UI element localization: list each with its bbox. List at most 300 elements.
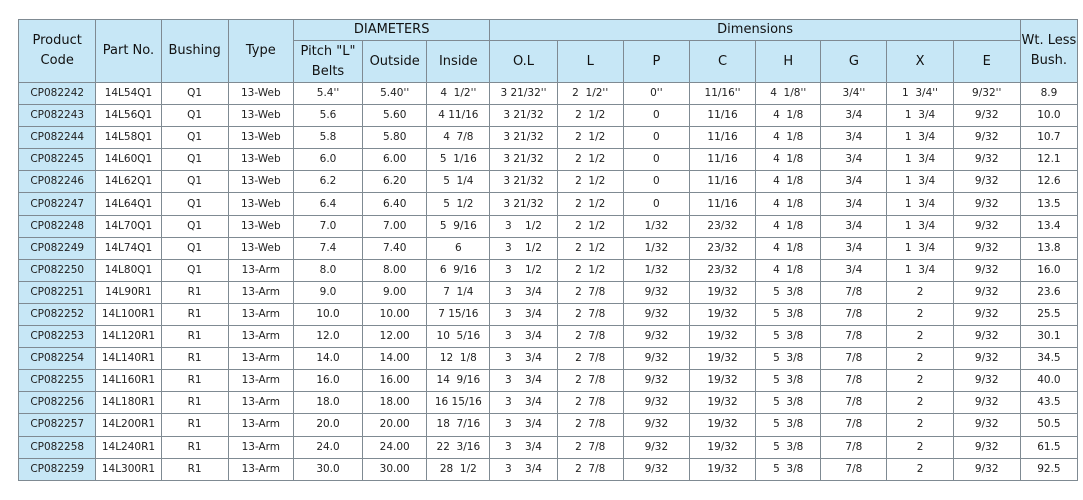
cell-product-code: CP082255 bbox=[19, 370, 96, 392]
cell-type: 13-Web bbox=[228, 237, 293, 259]
cell-c: 19/32 bbox=[689, 303, 755, 325]
header-g: G bbox=[821, 41, 887, 83]
cell-h: 5 3/8 bbox=[756, 303, 821, 325]
cell-product-code: CP082253 bbox=[19, 326, 96, 348]
cell-e: 9/32 bbox=[953, 281, 1020, 303]
cell-weight: 92.5 bbox=[1020, 458, 1077, 480]
cell-g: 7/8 bbox=[821, 414, 887, 436]
cell-outside: 5.40'' bbox=[363, 83, 427, 105]
cell-g: 7/8 bbox=[821, 348, 887, 370]
cell-product-code: CP082242 bbox=[19, 83, 96, 105]
cell-ol: 3 21/32'' bbox=[490, 83, 557, 105]
cell-c: 19/32 bbox=[689, 281, 755, 303]
cell-ol: 3 1/2 bbox=[490, 215, 557, 237]
cell-bushing: R1 bbox=[161, 348, 228, 370]
cell-e: 9/32 bbox=[953, 348, 1020, 370]
cell-weight: 8.9 bbox=[1020, 83, 1077, 105]
cell-l: 2 7/8 bbox=[557, 392, 623, 414]
cell-x: 2 bbox=[887, 348, 953, 370]
cell-ol: 3 21/32 bbox=[490, 105, 557, 127]
cell-bushing: R1 bbox=[161, 303, 228, 325]
cell-weight: 12.1 bbox=[1020, 149, 1077, 171]
cell-ol: 3 1/2 bbox=[490, 237, 557, 259]
cell-e: 9/32 bbox=[953, 436, 1020, 458]
cell-bushing: R1 bbox=[161, 281, 228, 303]
cell-pitch: 6.2 bbox=[293, 171, 362, 193]
cell-inside: 5 1/4 bbox=[427, 171, 490, 193]
cell-g: 7/8 bbox=[821, 303, 887, 325]
cell-c: 11/16 bbox=[689, 149, 755, 171]
cell-part-no: 14L200R1 bbox=[96, 414, 161, 436]
cell-pitch: 18.0 bbox=[293, 392, 362, 414]
cell-bushing: R1 bbox=[161, 436, 228, 458]
cell-e: 9/32 bbox=[953, 259, 1020, 281]
cell-x: 2 bbox=[887, 392, 953, 414]
cell-inside: 4 7/8 bbox=[427, 127, 490, 149]
cell-c: 19/32 bbox=[689, 348, 755, 370]
cell-product-code: CP082252 bbox=[19, 303, 96, 325]
cell-inside: 6 bbox=[427, 237, 490, 259]
cell-bushing: R1 bbox=[161, 392, 228, 414]
cell-type: 13-Arm bbox=[228, 326, 293, 348]
cell-pitch: 5.8 bbox=[293, 127, 362, 149]
cell-weight: 13.4 bbox=[1020, 215, 1077, 237]
header-diameters: DIAMETERS bbox=[293, 20, 490, 41]
cell-e: 9/32 bbox=[953, 215, 1020, 237]
cell-type: 13-Web bbox=[228, 193, 293, 215]
cell-inside: 22 3/16 bbox=[427, 436, 490, 458]
cell-p: 9/32 bbox=[623, 326, 689, 348]
cell-part-no: 14L70Q1 bbox=[96, 215, 161, 237]
cell-p: 9/32 bbox=[623, 436, 689, 458]
cell-g: 7/8 bbox=[821, 326, 887, 348]
cell-e: 9/32 bbox=[953, 370, 1020, 392]
cell-p: 1/32 bbox=[623, 237, 689, 259]
cell-g: 3/4 bbox=[821, 105, 887, 127]
cell-c: 19/32 bbox=[689, 414, 755, 436]
cell-c: 23/32 bbox=[689, 259, 755, 281]
table-row bbox=[19, 193, 1078, 215]
cell-e: 9/32 bbox=[953, 193, 1020, 215]
cell-g: 7/8 bbox=[821, 436, 887, 458]
cell-x: 2 bbox=[887, 326, 953, 348]
cell-h: 4 1/8 bbox=[756, 127, 821, 149]
cell-weight: 16.0 bbox=[1020, 259, 1077, 281]
cell-h: 5 3/8 bbox=[756, 370, 821, 392]
cell-ol: 3 1/2 bbox=[490, 259, 557, 281]
cell-c: 19/32 bbox=[689, 392, 755, 414]
header-pitch: Pitch "L" Belts bbox=[293, 41, 362, 83]
cell-inside: 5 9/16 bbox=[427, 215, 490, 237]
cell-c: 11/16 bbox=[689, 193, 755, 215]
cell-weight: 61.5 bbox=[1020, 436, 1077, 458]
cell-product-code: CP082245 bbox=[19, 149, 96, 171]
table-row bbox=[19, 303, 1078, 325]
cell-outside: 5.80 bbox=[363, 127, 427, 149]
cell-p: 1/32 bbox=[623, 259, 689, 281]
cell-l: 2 7/8 bbox=[557, 281, 623, 303]
header-ol: O.L bbox=[490, 41, 557, 83]
cell-type: 13-Web bbox=[228, 171, 293, 193]
cell-g: 3/4 bbox=[821, 237, 887, 259]
header-e: E bbox=[953, 41, 1020, 83]
cell-inside: 5 1/2 bbox=[427, 193, 490, 215]
header-dimensions: Dimensions bbox=[490, 20, 1020, 41]
cell-type: 13-Arm bbox=[228, 414, 293, 436]
cell-outside: 16.00 bbox=[363, 370, 427, 392]
cell-product-code: CP082258 bbox=[19, 436, 96, 458]
cell-x: 1 3/4'' bbox=[887, 83, 953, 105]
cell-e: 9/32 bbox=[953, 149, 1020, 171]
cell-type: 13-Arm bbox=[228, 458, 293, 480]
cell-outside: 14.00 bbox=[363, 348, 427, 370]
cell-p: 0 bbox=[623, 193, 689, 215]
cell-inside: 14 9/16 bbox=[427, 370, 490, 392]
table-row bbox=[19, 171, 1078, 193]
cell-bushing: Q1 bbox=[161, 237, 228, 259]
header-product-code: Product Code bbox=[19, 20, 96, 83]
cell-pitch: 7.4 bbox=[293, 237, 362, 259]
cell-product-code: CP082244 bbox=[19, 127, 96, 149]
cell-outside: 7.40 bbox=[363, 237, 427, 259]
cell-bushing: R1 bbox=[161, 326, 228, 348]
cell-l: 2 7/8 bbox=[557, 326, 623, 348]
cell-p: 9/32 bbox=[623, 303, 689, 325]
cell-weight: 10.0 bbox=[1020, 105, 1077, 127]
cell-l: 2 7/8 bbox=[557, 303, 623, 325]
cell-inside: 12 1/8 bbox=[427, 348, 490, 370]
cell-inside: 16 15/16 bbox=[427, 392, 490, 414]
cell-x: 2 bbox=[887, 436, 953, 458]
cell-outside: 6.00 bbox=[363, 149, 427, 171]
cell-h: 4 1/8 bbox=[756, 259, 821, 281]
cell-g: 7/8 bbox=[821, 281, 887, 303]
cell-h: 5 3/8 bbox=[756, 414, 821, 436]
cell-h: 4 1/8'' bbox=[756, 83, 821, 105]
cell-ol: 3 3/4 bbox=[490, 436, 557, 458]
cell-x: 1 3/4 bbox=[887, 259, 953, 281]
cell-e: 9/32 bbox=[953, 171, 1020, 193]
cell-h: 5 3/8 bbox=[756, 348, 821, 370]
cell-weight: 40.0 bbox=[1020, 370, 1077, 392]
cell-h: 4 1/8 bbox=[756, 171, 821, 193]
table-row bbox=[19, 414, 1078, 436]
cell-part-no: 14L64Q1 bbox=[96, 193, 161, 215]
cell-p: 9/32 bbox=[623, 281, 689, 303]
cell-e: 9/32'' bbox=[953, 83, 1020, 105]
cell-outside: 5.60 bbox=[363, 105, 427, 127]
cell-bushing: Q1 bbox=[161, 193, 228, 215]
cell-product-code: CP082247 bbox=[19, 193, 96, 215]
cell-g: 3/4 bbox=[821, 193, 887, 215]
cell-x: 2 bbox=[887, 370, 953, 392]
header-weight: Wt. Less Bush. bbox=[1020, 20, 1077, 83]
cell-g: 3/4 bbox=[821, 171, 887, 193]
cell-e: 9/32 bbox=[953, 326, 1020, 348]
cell-p: 9/32 bbox=[623, 348, 689, 370]
cell-ol: 3 3/4 bbox=[490, 348, 557, 370]
header-bushing: Bushing bbox=[161, 20, 228, 83]
cell-x: 1 3/4 bbox=[887, 171, 953, 193]
cell-h: 5 3/8 bbox=[756, 392, 821, 414]
cell-h: 4 1/8 bbox=[756, 149, 821, 171]
cell-part-no: 14L180R1 bbox=[96, 392, 161, 414]
cell-outside: 10.00 bbox=[363, 303, 427, 325]
cell-pitch: 6.0 bbox=[293, 149, 362, 171]
cell-h: 5 3/8 bbox=[756, 436, 821, 458]
cell-x: 1 3/4 bbox=[887, 237, 953, 259]
table-row bbox=[19, 436, 1078, 458]
cell-weight: 30.1 bbox=[1020, 326, 1077, 348]
cell-outside: 24.00 bbox=[363, 436, 427, 458]
cell-weight: 13.8 bbox=[1020, 237, 1077, 259]
cell-x: 2 bbox=[887, 281, 953, 303]
cell-type: 13-Arm bbox=[228, 348, 293, 370]
cell-e: 9/32 bbox=[953, 392, 1020, 414]
cell-c: 11/16 bbox=[689, 105, 755, 127]
cell-x: 2 bbox=[887, 458, 953, 480]
cell-inside: 28 1/2 bbox=[427, 458, 490, 480]
cell-x: 1 3/4 bbox=[887, 105, 953, 127]
cell-e: 9/32 bbox=[953, 458, 1020, 480]
cell-part-no: 14L58Q1 bbox=[96, 127, 161, 149]
cell-outside: 7.00 bbox=[363, 215, 427, 237]
cell-g: 7/8 bbox=[821, 458, 887, 480]
cell-e: 9/32 bbox=[953, 105, 1020, 127]
cell-p: 9/32 bbox=[623, 392, 689, 414]
cell-l: 2 7/8 bbox=[557, 458, 623, 480]
header-l: L bbox=[557, 41, 623, 83]
cell-product-code: CP082256 bbox=[19, 392, 96, 414]
cell-e: 9/32 bbox=[953, 303, 1020, 325]
cell-ol: 3 21/32 bbox=[490, 127, 557, 149]
cell-ol: 3 3/4 bbox=[490, 392, 557, 414]
cell-bushing: Q1 bbox=[161, 105, 228, 127]
cell-bushing: Q1 bbox=[161, 259, 228, 281]
cell-bushing: Q1 bbox=[161, 171, 228, 193]
cell-c: 11/16 bbox=[689, 127, 755, 149]
cell-outside: 20.00 bbox=[363, 414, 427, 436]
table-row bbox=[19, 281, 1078, 303]
table-row bbox=[19, 127, 1078, 149]
cell-l: 2 1/2 bbox=[557, 127, 623, 149]
table-row bbox=[19, 215, 1078, 237]
cell-product-code: CP082243 bbox=[19, 105, 96, 127]
cell-c: 23/32 bbox=[689, 215, 755, 237]
cell-part-no: 14L74Q1 bbox=[96, 237, 161, 259]
cell-g: 7/8 bbox=[821, 370, 887, 392]
cell-inside: 4 11/16 bbox=[427, 105, 490, 127]
cell-weight: 50.5 bbox=[1020, 414, 1077, 436]
cell-inside: 7 15/16 bbox=[427, 303, 490, 325]
cell-p: 1/32 bbox=[623, 215, 689, 237]
cell-ol: 3 3/4 bbox=[490, 281, 557, 303]
cell-h: 4 1/8 bbox=[756, 215, 821, 237]
table-row bbox=[19, 348, 1078, 370]
cell-l: 2 1/2 bbox=[557, 149, 623, 171]
cell-p: 0'' bbox=[623, 83, 689, 105]
cell-bushing: Q1 bbox=[161, 127, 228, 149]
cell-c: 19/32 bbox=[689, 458, 755, 480]
header-x: X bbox=[887, 41, 953, 83]
cell-pitch: 7.0 bbox=[293, 215, 362, 237]
cell-pitch: 14.0 bbox=[293, 348, 362, 370]
cell-e: 9/32 bbox=[953, 127, 1020, 149]
cell-h: 5 3/8 bbox=[756, 458, 821, 480]
cell-part-no: 14L240R1 bbox=[96, 436, 161, 458]
cell-x: 1 3/4 bbox=[887, 193, 953, 215]
pulley-spec-table bbox=[18, 19, 1078, 481]
cell-g: 3/4 bbox=[821, 149, 887, 171]
cell-p: 0 bbox=[623, 105, 689, 127]
cell-part-no: 14L56Q1 bbox=[96, 105, 161, 127]
cell-part-no: 14L80Q1 bbox=[96, 259, 161, 281]
cell-p: 9/32 bbox=[623, 370, 689, 392]
cell-h: 5 3/8 bbox=[756, 281, 821, 303]
cell-l: 2 7/8 bbox=[557, 370, 623, 392]
cell-ol: 3 3/4 bbox=[490, 458, 557, 480]
cell-h: 4 1/8 bbox=[756, 193, 821, 215]
cell-x: 1 3/4 bbox=[887, 215, 953, 237]
cell-p: 0 bbox=[623, 149, 689, 171]
cell-c: 19/32 bbox=[689, 436, 755, 458]
cell-weight: 43.5 bbox=[1020, 392, 1077, 414]
table-row bbox=[19, 105, 1078, 127]
cell-outside: 30.00 bbox=[363, 458, 427, 480]
cell-pitch: 8.0 bbox=[293, 259, 362, 281]
cell-outside: 6.20 bbox=[363, 171, 427, 193]
cell-ol: 3 3/4 bbox=[490, 303, 557, 325]
cell-h: 5 3/8 bbox=[756, 326, 821, 348]
cell-product-code: CP082249 bbox=[19, 237, 96, 259]
cell-weight: 23.6 bbox=[1020, 281, 1077, 303]
cell-inside: 5 1/16 bbox=[427, 149, 490, 171]
cell-ol: 3 3/4 bbox=[490, 414, 557, 436]
cell-c: 19/32 bbox=[689, 326, 755, 348]
cell-pitch: 5.4'' bbox=[293, 83, 362, 105]
cell-pitch: 20.0 bbox=[293, 414, 362, 436]
cell-l: 2 7/8 bbox=[557, 348, 623, 370]
cell-part-no: 14L140R1 bbox=[96, 348, 161, 370]
table-row bbox=[19, 237, 1078, 259]
cell-product-code: CP082259 bbox=[19, 458, 96, 480]
table-row bbox=[19, 392, 1078, 414]
cell-inside: 18 7/16 bbox=[427, 414, 490, 436]
cell-outside: 8.00 bbox=[363, 259, 427, 281]
cell-e: 9/32 bbox=[953, 414, 1020, 436]
table-row bbox=[19, 326, 1078, 348]
cell-e: 9/32 bbox=[953, 237, 1020, 259]
cell-h: 4 1/8 bbox=[756, 105, 821, 127]
cell-product-code: CP082246 bbox=[19, 171, 96, 193]
cell-part-no: 14L100R1 bbox=[96, 303, 161, 325]
cell-l: 2 1/2 bbox=[557, 215, 623, 237]
cell-h: 4 1/8 bbox=[756, 237, 821, 259]
cell-x: 1 3/4 bbox=[887, 149, 953, 171]
cell-type: 13-Arm bbox=[228, 303, 293, 325]
cell-type: 13-Web bbox=[228, 215, 293, 237]
cell-l: 2 1/2 bbox=[557, 237, 623, 259]
table-row bbox=[19, 149, 1078, 171]
cell-bushing: Q1 bbox=[161, 215, 228, 237]
cell-part-no: 14L300R1 bbox=[96, 458, 161, 480]
cell-weight: 25.5 bbox=[1020, 303, 1077, 325]
cell-l: 2 1/2'' bbox=[557, 83, 623, 105]
cell-product-code: CP082250 bbox=[19, 259, 96, 281]
cell-ol: 3 21/32 bbox=[490, 171, 557, 193]
cell-c: 11/16'' bbox=[689, 83, 755, 105]
cell-type: 13-Web bbox=[228, 105, 293, 127]
cell-part-no: 14L160R1 bbox=[96, 370, 161, 392]
table-row bbox=[19, 370, 1078, 392]
cell-weight: 12.6 bbox=[1020, 171, 1077, 193]
cell-type: 13-Arm bbox=[228, 370, 293, 392]
cell-product-code: CP082248 bbox=[19, 215, 96, 237]
table-row bbox=[19, 83, 1078, 105]
cell-x: 2 bbox=[887, 303, 953, 325]
cell-pitch: 9.0 bbox=[293, 281, 362, 303]
cell-pitch: 5.6 bbox=[293, 105, 362, 127]
cell-l: 2 1/2 bbox=[557, 171, 623, 193]
cell-type: 13-Web bbox=[228, 83, 293, 105]
cell-inside: 6 9/16 bbox=[427, 259, 490, 281]
cell-inside: 10 5/16 bbox=[427, 326, 490, 348]
cell-outside: 6.40 bbox=[363, 193, 427, 215]
cell-type: 13-Arm bbox=[228, 281, 293, 303]
cell-inside: 4 1/2'' bbox=[427, 83, 490, 105]
cell-type: 13-Arm bbox=[228, 259, 293, 281]
cell-p: 0 bbox=[623, 171, 689, 193]
cell-g: 3/4'' bbox=[821, 83, 887, 105]
cell-l: 2 1/2 bbox=[557, 259, 623, 281]
cell-type: 13-Web bbox=[228, 149, 293, 171]
cell-g: 3/4 bbox=[821, 127, 887, 149]
cell-l: 2 1/2 bbox=[557, 193, 623, 215]
cell-p: 9/32 bbox=[623, 414, 689, 436]
cell-pitch: 10.0 bbox=[293, 303, 362, 325]
cell-bushing: Q1 bbox=[161, 83, 228, 105]
cell-weight: 13.5 bbox=[1020, 193, 1077, 215]
cell-pitch: 16.0 bbox=[293, 370, 362, 392]
cell-l: 2 7/8 bbox=[557, 436, 623, 458]
cell-product-code: CP082251 bbox=[19, 281, 96, 303]
table-row bbox=[19, 259, 1078, 281]
cell-c: 19/32 bbox=[689, 370, 755, 392]
cell-p: 0 bbox=[623, 127, 689, 149]
cell-x: 1 3/4 bbox=[887, 127, 953, 149]
cell-bushing: R1 bbox=[161, 414, 228, 436]
cell-l: 2 1/2 bbox=[557, 105, 623, 127]
header-h: H bbox=[756, 41, 821, 83]
cell-pitch: 12.0 bbox=[293, 326, 362, 348]
cell-outside: 12.00 bbox=[363, 326, 427, 348]
header-c: C bbox=[689, 41, 755, 83]
cell-part-no: 14L60Q1 bbox=[96, 149, 161, 171]
cell-ol: 3 21/32 bbox=[490, 149, 557, 171]
cell-bushing: R1 bbox=[161, 458, 228, 480]
cell-ol: 3 3/4 bbox=[490, 370, 557, 392]
cell-outside: 9.00 bbox=[363, 281, 427, 303]
cell-g: 7/8 bbox=[821, 392, 887, 414]
cell-ol: 3 3/4 bbox=[490, 326, 557, 348]
header-outside: Outside bbox=[363, 41, 427, 83]
cell-product-code: CP082254 bbox=[19, 348, 96, 370]
cell-p: 9/32 bbox=[623, 458, 689, 480]
cell-type: 13-Arm bbox=[228, 392, 293, 414]
cell-outside: 18.00 bbox=[363, 392, 427, 414]
cell-pitch: 30.0 bbox=[293, 458, 362, 480]
header-type: Type bbox=[228, 20, 293, 83]
